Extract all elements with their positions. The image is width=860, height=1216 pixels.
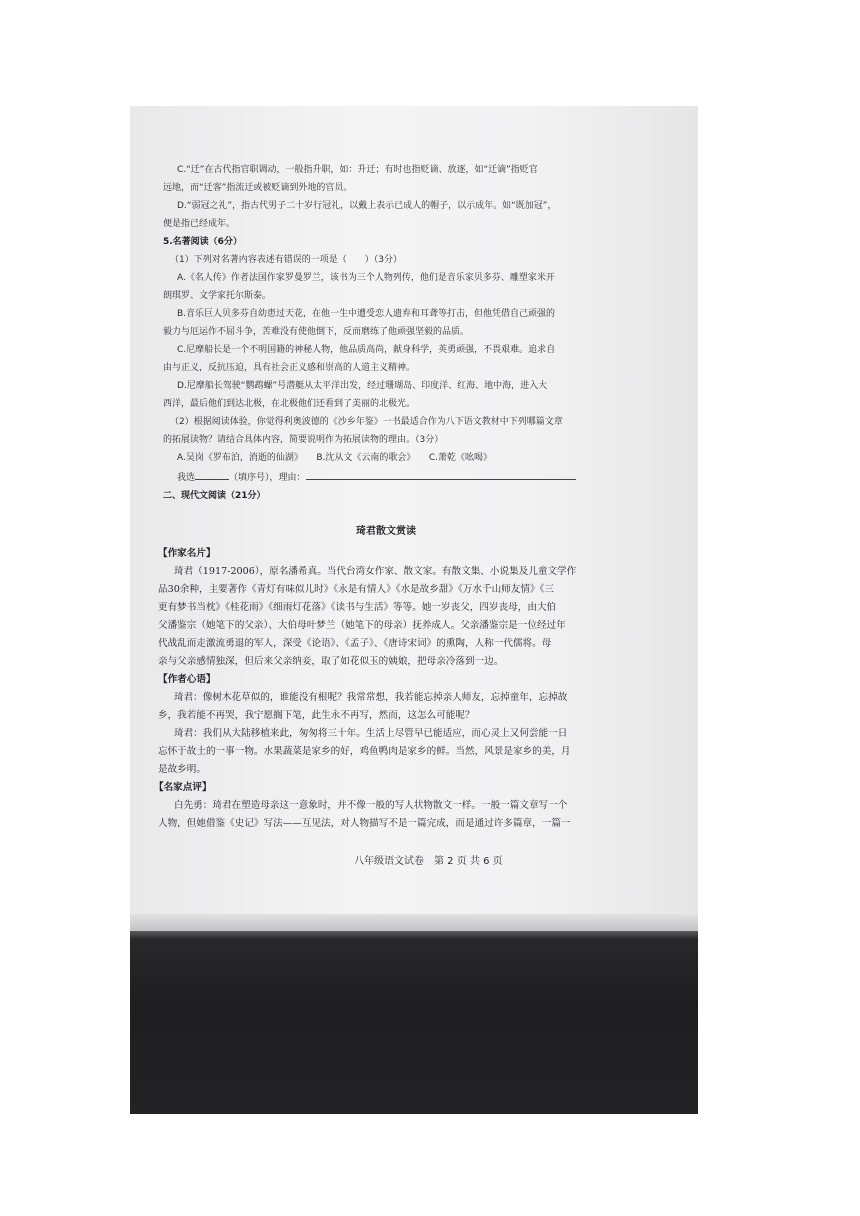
text-line: 父潘鉴宗（她笔下的父亲）、大伯母叶梦兰（她笔下的母亲）抚养成人。父亲潘鉴宗是一位经过年 [158, 620, 566, 631]
text-line: 远地，而“迁客”指流迁或被贬谪到外地的官员。 [163, 183, 353, 193]
text-line: D.“弱冠之礼”，指古代男子二十岁行冠礼，以戴上表示已成人的帽子，以示成年。如“既加冠”， [177, 201, 557, 211]
question-heading: 5.名著阅读（6分） [163, 237, 242, 247]
answer-reason-label: （填序号），理由： [229, 473, 306, 483]
text-line: 西洋，最后他们到达北极，在北极他们还看到了美丽的北极光。 [163, 399, 416, 409]
option-line: D.尼摩船长驾驶“鹦鹉螺”号潜艇从太平洋出发，经过珊瑚岛、印度洋、红海、地中海，进入大 [177, 381, 548, 391]
text-line: 朗琪罗、文学家托尔斯泰。 [163, 291, 272, 301]
text-line: 毅力与厄运作不屈斗争，苦难没有使他倒下，反而磨练了他顽强坚毅的品质。 [163, 327, 470, 337]
text-line: 代战乱而走激流勇退的军人，深受《论语》、《孟子》、《唐诗宋词》的熏陶，人称一代儒将。母 [158, 638, 552, 649]
choice-blank [195, 471, 229, 480]
text-line: 人物，但她借鉴《史记》写法——互见法，对人物描写不是一篇完成，而是通过许多篇章，一篇一 [158, 818, 571, 829]
photographed-page [130, 106, 698, 1114]
text-line: 是故乡明。 [158, 764, 206, 775]
text-line: 亲与父亲感情独深，但后来父亲纳妾，取了如花似玉的姨娘，把母亲冷落到一边。 [158, 656, 504, 667]
answer-prefix: 我选 [177, 473, 196, 483]
option-line: B.音乐巨人贝多芬自幼患过天花，在他一生中遭受恋人遗弃和耳聋等打击，但他凭借自己顽强的 [177, 309, 556, 319]
text-line: 白先勇：琦君在塑造母亲这一意象时，并不像一般的写人状物散文一样。一般一篇文章写一个 [174, 800, 568, 811]
text-line: 更有梦书当枕》《桂花雨》《细雨灯花落》《读书与生活》等等。她一岁丧父，四岁丧母，由大伯 [158, 602, 557, 613]
dark-background [130, 931, 698, 1114]
page-footer: 八年级语文试卷 第 2 页 共 6 页 [354, 856, 503, 867]
text-line: 乡，我若能不再哭，我宁愿搁下笔，此生永不再写，然而，这怎么可能呢？ [158, 710, 475, 721]
answer-line [177, 471, 576, 484]
text-line: （2）根据阅读体验，你觉得利奥波德的《沙乡年鉴》一书最适合作为八下语文教材中下列哪篇文章 [170, 417, 563, 427]
option-line: C.尼摩船长是一个不明国籍的神秘人物，他品质高尚，献身科学，英勇顽强，不畏艰难。追求自 [177, 345, 556, 355]
option-line: A.吴岗《罗布泊，消逝的仙湖》 B.沈从文《云南的歌会》 C.萧乾《吆喝》 [177, 453, 493, 463]
section-heading: 二、现代文阅读（21分） [163, 491, 266, 501]
subsection-heading: 【名家点评】 [154, 782, 212, 793]
text-line: 品30余种，主要著作《青灯有味似儿时》《永是有情人》《水是故乡甜》《万水千山师友情》《三 [158, 584, 554, 595]
reason-blank [306, 471, 576, 480]
text-line: 便是指已经成年。 [163, 219, 236, 229]
text-line: （1）下列对名著内容表述有错误的一项是（ ）（3分） [170, 255, 402, 265]
text-line: 琦君（1917-2006），原名潘希真。当代台湾女作家、散文家。有散文集、小说集及儿童文学作 [174, 566, 577, 577]
text-line: 忘怀于故土的一事一物。水果蔬菜是家乡的好，鸡鱼鸭肉是家乡的鲜。当然，风景是家乡的美，月 [158, 746, 571, 757]
text-line: 的拓展读物？请结合具体内容，简要说明作为拓展读物的理由。（3分） [163, 435, 444, 445]
subsection-heading: 【作家名片】 [158, 548, 216, 559]
option-line: A.《名人传》作者法国作家罗曼罗兰，该书为三个人物列传，他们是音乐家贝多芬、雕塑家米开 [177, 273, 555, 283]
text-line: 琦君：像树木花草似的，谁能没有根呢？我常常想，我若能忘掉亲人师友，忘掉童年，忘掉故 [174, 692, 568, 703]
text-line: C.“迁”在古代指官职调动，一般指升职，如：升迁；有时也指贬谪、放逐，如“迁谪”指贬官 [177, 165, 538, 175]
passage-title: 琦君散文赏读 [356, 526, 416, 537]
text-line: 琦君：我们从大陆移植来此，匆匆将三十年。生活上尽管早已能适应，而心灵上又何尝能一日 [174, 728, 568, 739]
text-line: 由与正义，反抗压迫，具有社会正义感和崇高的人道主义精神。 [163, 363, 416, 373]
subsection-heading: 【作者心语】 [158, 674, 216, 685]
